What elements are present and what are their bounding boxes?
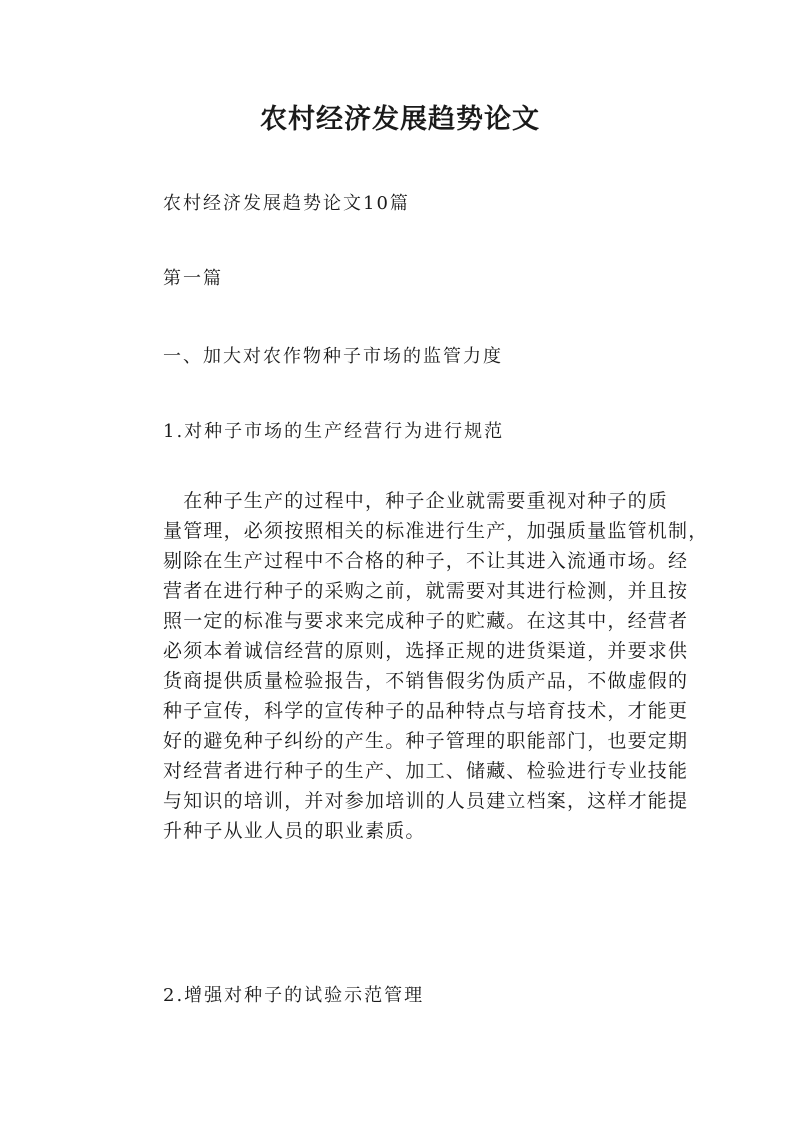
paragraph-line: 剔除在生产过程中不合格的种子，不让其进入流通市场。经: [163, 550, 689, 572]
section-heading: 一、加大对农作物种子市场的监管力度: [163, 346, 503, 367]
document-subtitle: 农村经济发展趋势论文10篇: [163, 193, 410, 214]
paragraph-line: 好的避免种子纠纷的产生。种子管理的职能部门，也要定期: [163, 730, 689, 752]
paragraph-line: 对经营者进行种子的生产、加工、储藏、检验进行专业技能: [163, 760, 689, 782]
document-title: 农村经济发展趋势论文: [260, 104, 540, 135]
subsection-heading-2: 2.增强对种子的试验示范管理: [163, 985, 425, 1006]
paragraph-line: 量管理，必须按照相关的标准进行生产，加强质量监管机制，: [163, 520, 709, 542]
paragraph-line: 营者在进行种子的采购之前，就需要对其进行检测，并且按: [163, 580, 689, 602]
paragraph-line: 种子宣传，科学的宣传种子的品种特点与培育技术，才能更: [163, 700, 689, 722]
paragraph-line: 必须本着诚信经营的原则，选择正规的进货渠道，并要求供: [163, 640, 689, 662]
paragraph-line: 升种子从业人员的职业素质。: [163, 820, 426, 842]
paragraph-line: 在种子生产的过程中，种子企业就需要重视对种子的质: [163, 490, 669, 512]
paragraph-line: 与知识的培训，并对参加培训的人员建立档案，这样才能提: [163, 790, 689, 812]
paragraph-line: 货商提供质量检验报告，不销售假劣伪质产品，不做虚假的: [163, 670, 689, 692]
paragraph-line: 照一定的标准与要求来完成种子的贮藏。在这其中，经营者: [163, 610, 689, 632]
part-label: 第一篇: [163, 268, 223, 289]
subsection-heading-1: 1.对种子市场的生产经营行为进行规范: [163, 421, 505, 442]
body-paragraph: [163, 486, 709, 846]
